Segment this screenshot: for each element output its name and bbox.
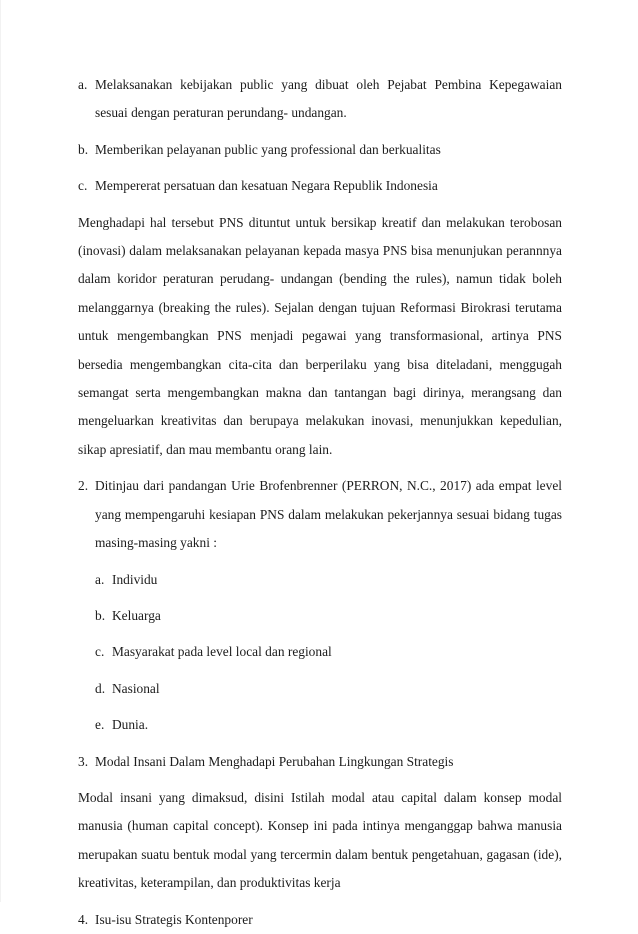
list-item — [78, 136, 562, 164]
list-marker: a. — [95, 571, 105, 587]
list-item-text: Memberikan pelayanan public yang professional dan berkualitas — [95, 141, 441, 157]
sub-list-item — [95, 638, 562, 666]
list-item-text: Melaksanakan kebijakan public yang dibuat oleh Pejabat Pembina Kepegawaian sesuai dengan peraturan perundang- undangan. — [95, 77, 562, 121]
numbered-item-text: Isu-isu Strategis Kontenporer — [95, 911, 253, 927]
list-marker: 3. — [78, 753, 89, 769]
numbered-item-text: Ditinjau dari pandangan Urie Brofenbrenner (PERRON, N.C., 2017) ada empat level yang mempengaruhi kesiapan PNS dalam melakukan pekerjannya sesuai bidang tugas masing-masing yakni : — [95, 478, 562, 551]
page-content — [78, 71, 562, 934]
list-marker: c. — [78, 178, 88, 194]
body-paragraph: Modal insani yang dimaksud, disini Istilah modal atau capital dalam konsep modal manusia (human capital concept). Konsep ini pada intinya menganggap bahwa manusia merupakan suatu bentuk modal yang tercermin dalam bentuk pengetahuan, gagasan (ide), kreativitas, keterampilan, dan produktivitas kerja — [78, 789, 562, 891]
list-item-text: Mempererat persatuan dan kesatuan Negara Republik Indonesia — [95, 178, 438, 194]
list-marker: d. — [95, 680, 106, 696]
sub-list-item — [95, 566, 562, 594]
numbered-item — [78, 748, 562, 776]
sub-list-item-text: Individu — [112, 571, 158, 587]
numbered-item — [78, 472, 562, 557]
sub-list-item-text: Keluarga — [112, 607, 161, 623]
list-marker: 2. — [78, 478, 89, 494]
list-item — [78, 172, 562, 200]
numbered-item — [78, 906, 562, 934]
list-item — [78, 71, 562, 128]
list-marker: b. — [95, 607, 106, 623]
sub-list-item-text: Nasional — [112, 680, 160, 696]
numbered-item-text: Modal Insani Dalam Menghadapi Perubahan Lingkungan Strategis — [95, 753, 454, 769]
sub-list-item — [95, 711, 562, 739]
list-marker: e. — [95, 717, 105, 733]
list-marker: a. — [78, 77, 88, 92]
sub-list-item — [95, 675, 562, 703]
sub-list-item — [95, 602, 562, 630]
list-marker: 4. — [78, 911, 89, 927]
sub-list-item-text: Dunia. — [112, 717, 149, 733]
sub-list-item-text: Masyarakat pada level local dan regional — [112, 644, 332, 660]
list-marker: c. — [95, 644, 105, 660]
list-marker: b. — [78, 141, 89, 157]
body-paragraph: Menghadapi hal tersebut PNS dituntut untuk bersikap kreatif dan melakukan terobosan (inovasi) dalam melaksanakan pelayanan kepada masya PNS bisa menunjukan perannnya dalam koridor peraturan perudang- undangan (bending the rules), namun tidak boleh melanggarnya (breaking the rules). Sejalan dengan tujuan Reformasi Birokrasi terutama untuk mengembangkan PNS menjadi pegawai yang transformasional, artinya PNS bersedia mengembangkan cita-cita dan berperilaku yang bisa diteladani, menggugah semangat serta mengembangkan makna dan tantangan bagi dirinya, merangsang dan mengeluarkan kreativitas dan berupaya melakukan inovasi, menunjukkan kepedulian, sikap apresiatif, dan mau membantu orang lain. — [78, 214, 562, 457]
